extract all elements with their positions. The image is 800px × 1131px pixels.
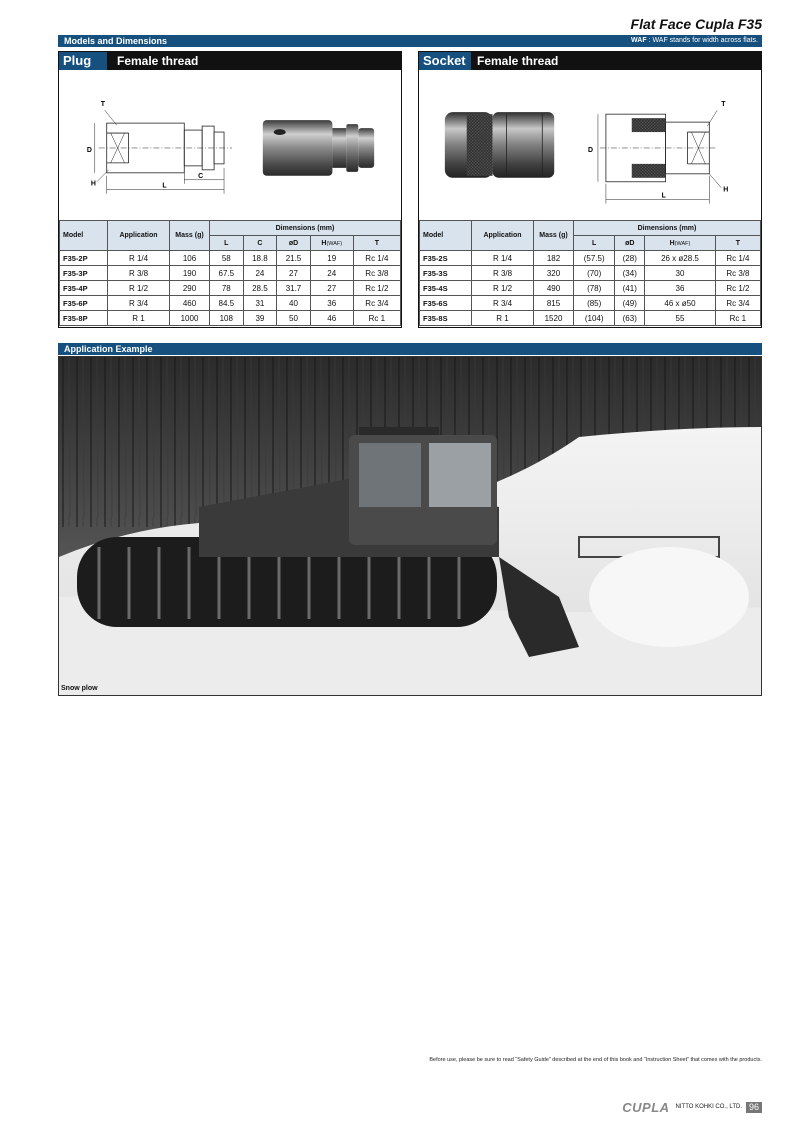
socket-panel: [418, 51, 762, 328]
table-row: [420, 311, 761, 326]
socket-cell-d: (63): [615, 311, 645, 326]
socket-label-l: L: [661, 192, 666, 200]
snow-plow-illustration: [59, 357, 762, 696]
socket-col-t: T: [715, 236, 760, 251]
plug-cell-d: 31.7: [277, 281, 311, 296]
plug-label-l: L: [162, 182, 167, 190]
plug-cell-d: 21.5: [277, 251, 311, 266]
socket-col-h-sub: (WAF): [674, 240, 691, 247]
plug-cell-d: 50: [277, 311, 311, 326]
table-row: [60, 296, 401, 311]
plug-cell-mass: 1000: [170, 311, 210, 326]
plug-cell-h: 24: [310, 266, 353, 281]
socket-cell-t: Rc 3/4: [715, 296, 760, 311]
plug-label-h: H: [90, 180, 96, 188]
table-row: [420, 296, 761, 311]
plug-cell-t: Rc 1/2: [353, 281, 400, 296]
socket-panel-header: [419, 52, 761, 70]
plug-cell-mass: 290: [170, 281, 210, 296]
waf-note-bold: WAF: [631, 37, 647, 44]
plug-cell-model: F35-3P: [60, 266, 108, 281]
socket-label-t: T: [721, 101, 726, 109]
plug-cell-t: Rc 3/8: [353, 266, 400, 281]
plug-col-model: Model: [60, 221, 108, 251]
socket-cell-mass: 1520: [534, 311, 574, 326]
plug-col-l: L: [210, 236, 244, 251]
socket-cell-model: F35-4S: [420, 281, 472, 296]
socket-col-d: øD: [615, 236, 645, 251]
plug-cell-l: 108: [210, 311, 244, 326]
plug-cell-h: 27: [310, 281, 353, 296]
socket-cell-application: R 3/8: [472, 266, 534, 281]
plug-cell-application: R 3/4: [108, 296, 170, 311]
socket-cell-t: Rc 1/2: [715, 281, 760, 296]
socket-cell-l: (57.5): [574, 251, 615, 266]
plug-cell-c: 39: [243, 311, 277, 326]
socket-product-photo: [445, 112, 554, 178]
socket-cell-model: F35-8S: [420, 311, 472, 326]
socket-cell-l: (85): [574, 296, 615, 311]
socket-cell-model: F35-3S: [420, 266, 472, 281]
plug-drawing: [59, 70, 401, 216]
plug-cell-application: R 1/4: [108, 251, 170, 266]
footer: [622, 1101, 762, 1113]
plug-cell-c: 18.8: [243, 251, 277, 266]
socket-cell-t: Rc 1: [715, 311, 760, 326]
socket-cell-mass: 320: [534, 266, 574, 281]
footer-safety-note: Before use, please be sure to read “Safety Guide” described at the end of this book and “Instruction Sheet” that comes with the products.: [429, 1057, 762, 1063]
socket-cell-h: 30: [645, 266, 716, 281]
socket-cell-model: F35-2S: [420, 251, 472, 266]
socket-cell-l: (78): [574, 281, 615, 296]
socket-label-d: D: [588, 146, 594, 154]
socket-cell-model: F35-6S: [420, 296, 472, 311]
socket-cell-application: R 1/4: [472, 251, 534, 266]
plug-panel-header: [59, 52, 401, 70]
socket-cross-section-diagram: [598, 110, 721, 203]
socket-cell-l: (104): [574, 311, 615, 326]
plug-cell-l: 67.5: [210, 266, 244, 281]
plug-col-h: [310, 236, 353, 251]
table-row: [420, 266, 761, 281]
company-name: NITTO KOHKI CO., LTD.: [675, 1104, 742, 1110]
plug-cell-c: 31: [243, 296, 277, 311]
socket-cell-h: 36: [645, 281, 716, 296]
page-number: 96: [746, 1102, 762, 1113]
socket-spec-table: [419, 220, 761, 326]
application-section-title: Application Example: [64, 344, 153, 354]
socket-cell-h: 26 x ø28.5: [645, 251, 716, 266]
socket-cell-d: (28): [615, 251, 645, 266]
socket-cell-h: 46 x ø50: [645, 296, 716, 311]
plug-product-photo: [263, 120, 374, 176]
socket-cell-mass: 490: [534, 281, 574, 296]
plug-cell-d: 27: [277, 266, 311, 281]
plug-cell-model: F35-4P: [60, 281, 108, 296]
table-row: [60, 281, 401, 296]
socket-label-h: H: [723, 186, 729, 194]
table-row: [60, 266, 401, 281]
application-section-header: [58, 343, 762, 355]
table-row: [60, 311, 401, 326]
plug-col-t: T: [353, 236, 400, 251]
socket-col-model: Model: [420, 221, 472, 251]
plug-cell-l: 78: [210, 281, 244, 296]
plug-col-mass: Mass (g): [170, 221, 210, 251]
plug-cell-application: R 1: [108, 311, 170, 326]
plug-col-h-main: H: [321, 239, 327, 247]
plug-cell-d: 40: [277, 296, 311, 311]
plug-cell-t: Rc 1/4: [353, 251, 400, 266]
waf-note: [631, 35, 758, 47]
socket-col-dimensions: Dimensions (mm): [574, 221, 761, 236]
plug-cell-mass: 190: [170, 266, 210, 281]
plug-cell-model: F35-6P: [60, 296, 108, 311]
socket-cell-application: R 1: [472, 311, 534, 326]
cupla-logo: CUPLA: [622, 1099, 670, 1115]
socket-subtitle: Female thread: [477, 54, 559, 68]
plug-cell-mass: 106: [170, 251, 210, 266]
table-row: [420, 251, 761, 266]
socket-cell-application: R 3/4: [472, 296, 534, 311]
plug-cross-section-diagram: [95, 110, 232, 194]
waf-note-text: : WAF stands for width across flats.: [646, 37, 758, 44]
socket-col-h: [645, 236, 716, 251]
socket-cell-l: (70): [574, 266, 615, 281]
socket-cell-d: (41): [615, 281, 645, 296]
photo-caption: Snow plow: [61, 685, 98, 692]
plug-label-c: C: [198, 172, 204, 180]
socket-tag: Socket: [419, 52, 471, 70]
plug-col-c: C: [243, 236, 277, 251]
plug-panel: [58, 51, 402, 328]
plug-col-application: Application: [108, 221, 170, 251]
plug-cell-c: 28.5: [243, 281, 277, 296]
page-title: Flat Face Cupla F35: [630, 16, 762, 32]
plug-cell-l: 84.5: [210, 296, 244, 311]
plug-subtitle: Female thread: [117, 54, 199, 68]
socket-col-l: L: [574, 236, 615, 251]
socket-col-h-main: H: [669, 239, 675, 247]
plug-col-h-sub: (WAF): [326, 240, 343, 247]
socket-cell-mass: 815: [534, 296, 574, 311]
plug-spec-table: [59, 220, 401, 326]
plug-label-t: T: [100, 101, 106, 109]
plug-cell-t: Rc 3/4: [353, 296, 400, 311]
socket-col-application: Application: [472, 221, 534, 251]
plug-cell-application: R 1/2: [108, 281, 170, 296]
plug-cell-mass: 460: [170, 296, 210, 311]
socket-cell-t: Rc 3/8: [715, 266, 760, 281]
socket-drawing: [419, 70, 761, 216]
plug-cell-c: 24: [243, 266, 277, 281]
models-section-title: Models and Dimensions: [64, 36, 168, 46]
socket-cell-d: (34): [615, 266, 645, 281]
plug-tag: Plug: [59, 52, 107, 70]
plug-cell-model: F35-8P: [60, 311, 108, 326]
plug-label-d: D: [86, 146, 92, 154]
socket-cell-h: 55: [645, 311, 716, 326]
plug-cell-model: F35-2P: [60, 251, 108, 266]
plug-col-dimensions: Dimensions (mm): [210, 221, 401, 236]
socket-col-mass: Mass (g): [534, 221, 574, 251]
socket-cell-application: R 1/2: [472, 281, 534, 296]
plug-col-d: øD: [277, 236, 311, 251]
table-row: [420, 281, 761, 296]
plug-cell-h: 46: [310, 311, 353, 326]
table-row: [60, 251, 401, 266]
socket-cell-t: Rc 1/4: [715, 251, 760, 266]
plug-cell-h: 36: [310, 296, 353, 311]
models-section-header: [58, 35, 762, 47]
plug-cell-t: Rc 1: [353, 311, 400, 326]
snow-plow-photo: [58, 356, 762, 696]
socket-cell-d: (49): [615, 296, 645, 311]
socket-cell-mass: 182: [534, 251, 574, 266]
plug-cell-application: R 3/8: [108, 266, 170, 281]
plug-cell-l: 58: [210, 251, 244, 266]
plug-cell-h: 19: [310, 251, 353, 266]
